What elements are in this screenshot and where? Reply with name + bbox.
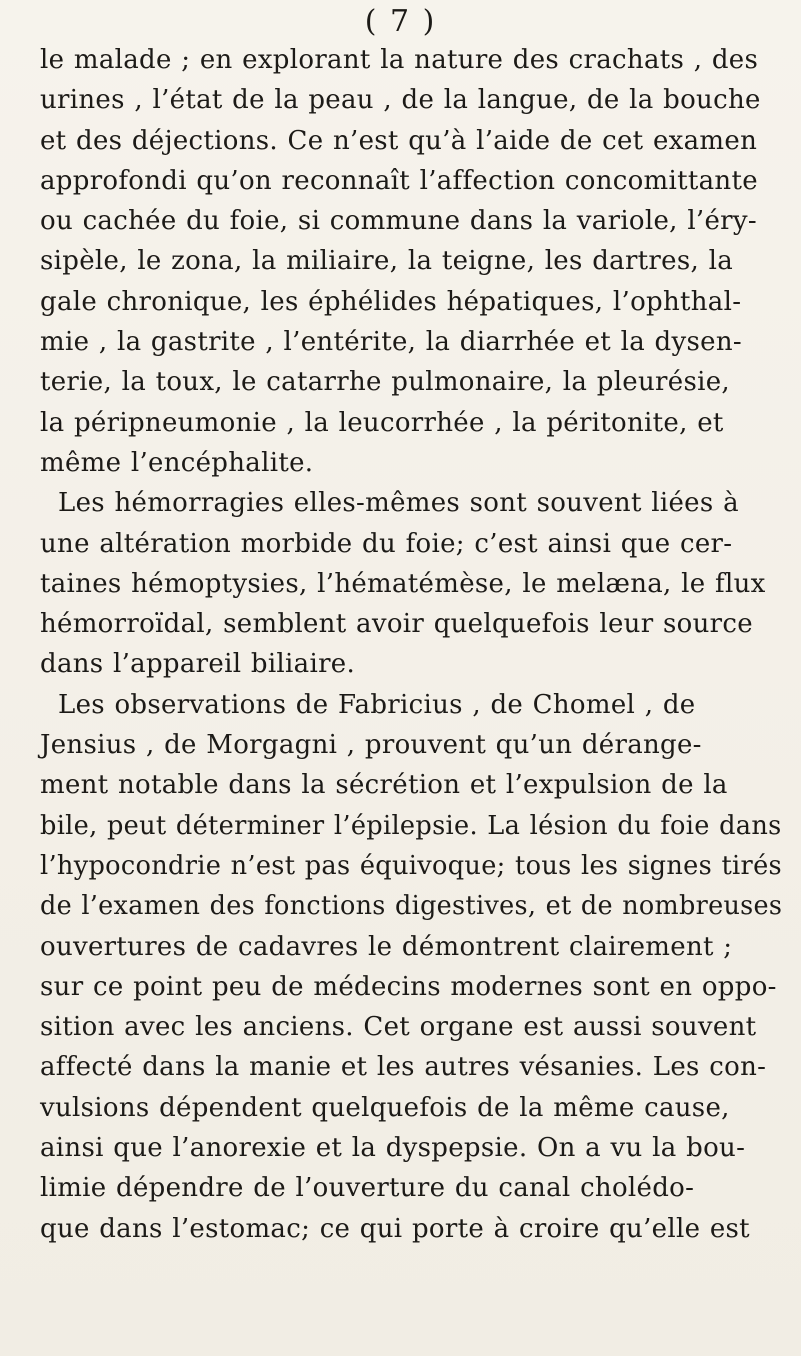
text-line: l’hypocondrie n’est pas équivoque; tous les signes tirés — [40, 850, 782, 881]
text-line: ment notable dans la sécrétion et l’expulsion de la — [40, 770, 728, 801]
text-line: le malade ; en explorant la nature des crachats , des — [40, 45, 759, 75]
text-line: bile, peut déterminer l’épilepsie. La lésion du foie dans — [40, 810, 782, 841]
text-line: Les observations de Fabricius , de Chomel , de — [58, 689, 696, 720]
text-line: la péripneumonie , la leucorrhée , la péritonite, et — [40, 407, 724, 438]
text-line: dans l’appareil biliaire. — [40, 649, 356, 680]
text-line: approfondi qu’on reconnaît l’affection concomittante — [40, 165, 758, 196]
text-line: sipèle, le zona, la miliaire, la teigne, les dartres, la — [40, 246, 734, 277]
text-line: vulsions dépendent quelquefois de la même cause, — [40, 1092, 730, 1123]
text-line: gale chronique, les éphélides hépatiques, l’ophthal- — [40, 286, 742, 317]
text-line: que dans l’estomac; ce qui porte à croire qu’elle est — [40, 1213, 750, 1244]
text-line: ou cachée du foie, si commune dans la variole, l’éry- — [40, 206, 757, 237]
text-line: sur ce point peu de médecins modernes sont en oppo- — [40, 971, 777, 1002]
text-line: sition avec les anciens. Cet organe est aussi souvent — [40, 1012, 757, 1043]
text-line: urines , l’état de la peau , de la langue, de la bouche — [40, 85, 761, 116]
text-line: Jensius , de Morgagni , prouvent qu’un dérange- — [40, 730, 702, 761]
text-line: de l’examen des fonctions digestives, et de nombreuses — [40, 891, 783, 922]
text-line: ainsi que l’anorexie et la dyspepsie. On a vu la bou- — [40, 1133, 746, 1164]
body-text — [40, 40, 800, 1249]
text-line: ouvertures de cadavres le démontrent clairement ; — [40, 931, 733, 962]
text-line: mie , la gastrite , l’entérite, la diarrhée et la dysen- — [40, 327, 742, 358]
text-line: taines hémoptysies, l’hématémèse, le melæna, le flux — [40, 568, 766, 599]
text-line: limie dépendre de l’ouverture du canal cholédo- — [40, 1173, 695, 1204]
text-line: une altération morbide du foie; c’est ainsi que cer- — [40, 528, 733, 559]
text-line: hémorroïdal, semblent avoir quelquefois leur source — [40, 609, 753, 640]
text-line: affecté dans la manie et les autres vésanies. Les con- — [40, 1052, 767, 1083]
text-line: et des déjections. Ce n’est qu’à l’aide de cet examen — [40, 125, 758, 156]
text-line: terie, la toux, le catarrhe pulmonaire, la pleurésie, — [40, 367, 730, 398]
text-line: Les hémorragies elles-mêmes sont souvent liées à — [58, 488, 739, 519]
text-line: même l’encéphalite. — [40, 447, 314, 478]
page-number: ( 7 ) — [364, 4, 437, 39]
